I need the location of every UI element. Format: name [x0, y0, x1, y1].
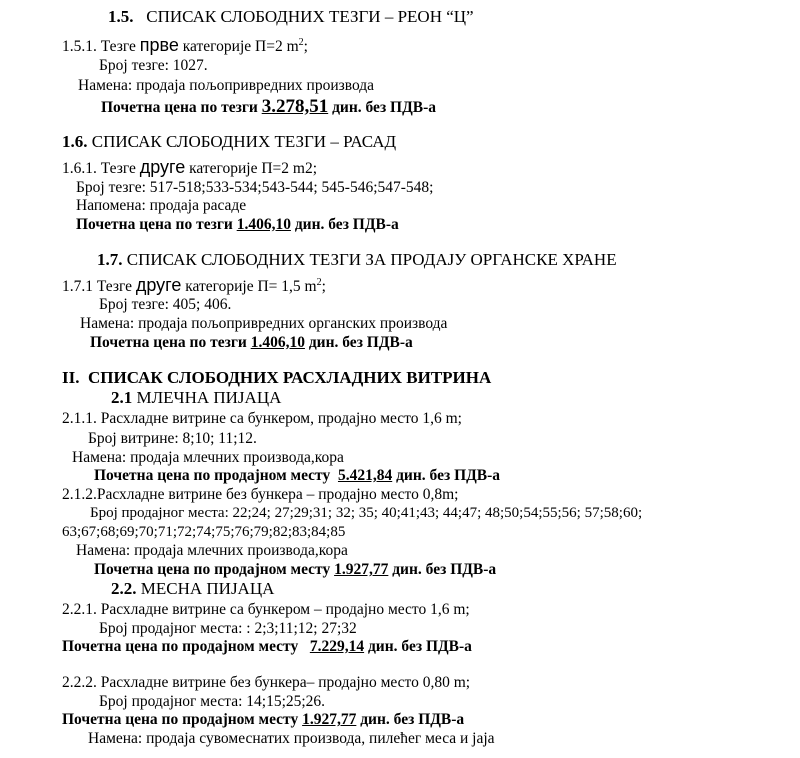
item-2-2-2-purpose: Намена: продаја сувомеснатих производа, пилећег меса и јаја [88, 730, 495, 747]
item-1-5-1: 1.5.1. Тезге прве категорије П=2 $m^2$; [62, 35, 308, 55]
item-2-2-1: 2.2.1. Расхладне витрине са бункером – продајно место 1,6 m; [62, 601, 470, 618]
item-2-2-2-price: Почетна цена по продајном месту 1.927,77 дин. без ПДВ-а [62, 711, 465, 728]
section-2-1-heading: 2.1 МЛЕЧНА ПИЈАЦА [111, 388, 282, 407]
item-2-2-1-price: Почетна цена по продајном месту 7.229,14 дин. без ПДВ-а [62, 638, 472, 655]
item-1-7-1-price: Почетна цена по тезги 1.406,10 дин. без ПДВ-а [90, 334, 413, 351]
item-1-7-1: 1.7.1 Тезге друге категорије П= 1,5 $m^2$; [62, 275, 326, 295]
item-2-1-1-purpose: Намена: продаја млечних производа,кора [72, 449, 344, 466]
item-2-1-1: 2.1.1. Расхладне витрине са бункером, продајно место 1,6 m; [62, 410, 462, 427]
item-2-1-2-purpose: Намена: продаја млечних производа,кора [76, 542, 348, 559]
item-2-1-1-price: Почетна цена по продајном месту 5.421,84 дин. без ПДВ-а [94, 467, 501, 484]
item-1-6-1-count: Број тезге: 517-518;533-534;543-544; 545-546;547-548; [76, 179, 434, 196]
section-2-heading: II. СПИСАК СЛОБОДНИХ РАСХЛАДНИХ ВИТРИНА [62, 368, 492, 387]
section-1-6-heading: 1.6. СПИСАК СЛОБОДНИХ ТЕЗГИ – РАСАД [62, 132, 397, 151]
section-1-7-heading: 1.7. СПИСАК СЛОБОДНИХ ТЕЗГИ ЗА ПРОДАЈУ ОРГАНСКЕ ХРАНЕ [97, 250, 617, 269]
item-1-5-1-purpose: Намена: продаја пољопривредних производа [78, 77, 375, 94]
item-2-2-2-count: Број продајног места: 14;15;25;26. [99, 693, 326, 710]
item-1-5-1-price: Почетна цена по тезги 3.278,51 дин. без ПДВ-а [101, 96, 437, 117]
item-2-1-2-count-line1: Број продајног места: 22;24; 27;29;31; 32; 35; 40;41;43; 44;47; 48;50;54;55;56; 57;58;60; [90, 505, 643, 521]
item-1-6-1: 1.6.1. Тезге друге категорије П=2 m2; [62, 157, 318, 177]
item-1-6-1-price: Почетна цена по тезги 1.406,10 дин. без ПДВ-а [76, 216, 399, 233]
item-2-1-1-count: Број витрине: 8;10; 11;12. [88, 430, 257, 447]
item-2-1-2: 2.1.2.Расхладне витрине без бункера – продајно место 0,8m; [62, 486, 459, 503]
item-1-6-1-note: Напомена: продаја расаде [76, 197, 247, 214]
item-1-7-1-purpose: Намена: продаја пољопривредних органских производа [80, 315, 448, 332]
item-1-5-1-count: Број тезге: 1027. [99, 57, 208, 74]
item-1-7-1-count: Број тезге: 405; 406. [99, 296, 232, 313]
item-2-2-1-count: Број продајног места: : 2;3;11;12; 27;32 [99, 620, 357, 637]
section-2-2-heading: 2.2. МЕСНА ПИЈАЦА [111, 579, 275, 598]
section-1-5-heading: 1.5. СПИСАК СЛОБОДНИХ ТЕЗГИ – РЕОН “Ц” [108, 7, 474, 26]
item-2-2-2: 2.2.2. Расхладне витрине без бункера– продајно место 0,80 m; [62, 674, 471, 691]
item-2-1-2-price: Почетна цена по продајном месту 1.927,77 дин. без ПДВ-а [94, 561, 497, 578]
item-2-1-2-count-line2: 63;67;68;69;70;71;72;74;75;76;79;82;83;84;85 [62, 524, 346, 540]
